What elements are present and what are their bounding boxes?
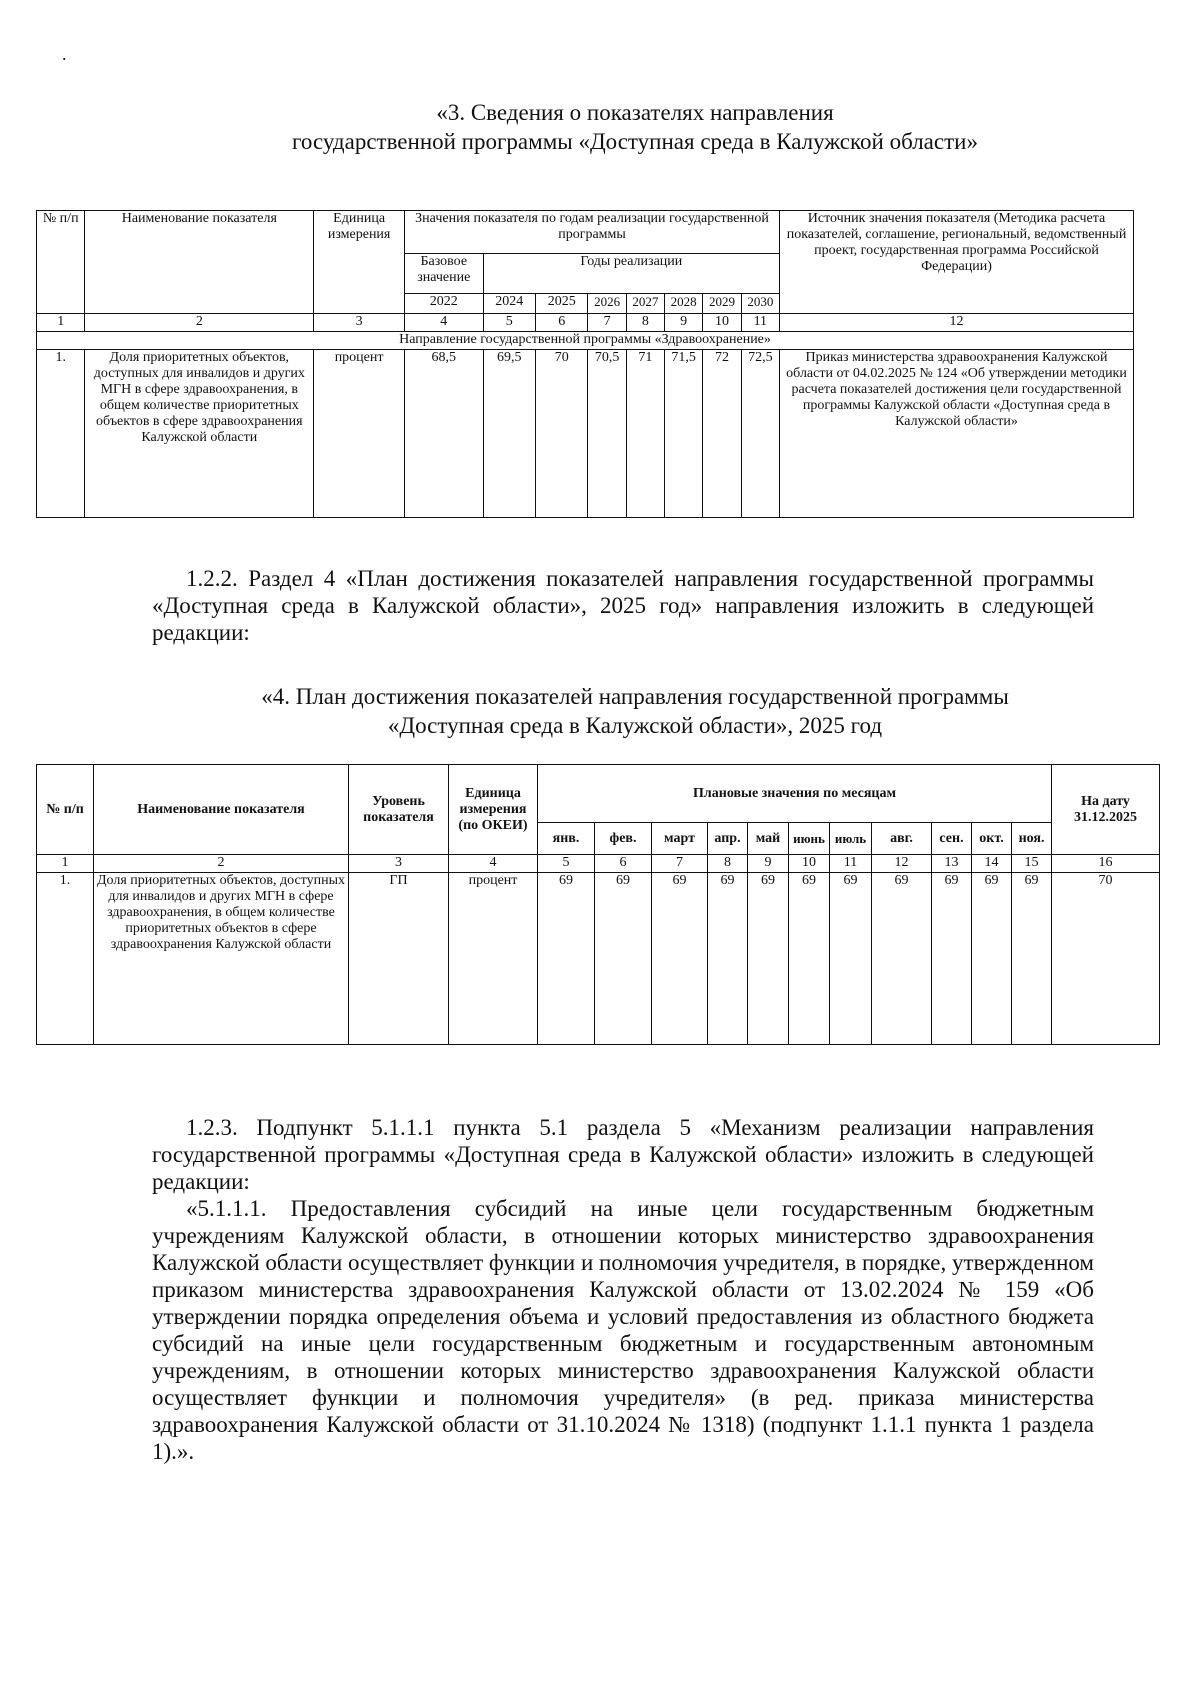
values-group-header: Значения показателя по годам реализации государственной программы [404, 211, 779, 254]
column-number: 9 [665, 314, 703, 332]
year-header: 2028 [665, 294, 703, 314]
base-value: 68,5 [404, 350, 483, 518]
col-name-header: Наименование показателя [94, 765, 349, 855]
paragraph-1-2-2: 1.2.2. Раздел 4 «План достижения показателей направления государственной программы «Доступная среда в Калужской области», 2025 год» направления изложить в следующей редакции: [152, 566, 1094, 645]
year-header: 2027 [626, 294, 664, 314]
month-header: март [652, 823, 708, 855]
year-header: 2026 [588, 294, 626, 314]
month-header: июнь [789, 823, 830, 855]
month-header: май [748, 823, 789, 855]
month-header: фев. [595, 823, 652, 855]
column-number: 7 [652, 855, 708, 873]
column-number: 10 [703, 314, 741, 332]
year-header: 2024 [483, 294, 535, 314]
col-num-header: № п/п [37, 765, 94, 855]
section4-heading: «4. План достижения показателей направления государственной программы «Доступная среда в Калужской области», 2025 год [261, 684, 1009, 738]
column-number: 2 [94, 855, 349, 873]
column-number: 1 [37, 855, 94, 873]
col-date-header: На дату 31.12.2025 [1052, 765, 1160, 855]
month-header: сен. [932, 823, 972, 855]
column-number: 3 [349, 855, 449, 873]
column-number: 11 [741, 314, 779, 332]
month-header: авг. [872, 823, 932, 855]
year-header: 2030 [741, 294, 779, 314]
column-number: 12 [872, 855, 932, 873]
col-unit-header: Единица измерения [314, 211, 405, 314]
month-value: 69 [872, 873, 932, 1045]
column-number: 8 [626, 314, 664, 332]
column-number: 9 [748, 855, 789, 873]
section3-table [36, 210, 1134, 518]
month-value: 69 [932, 873, 972, 1045]
column-number: 12 [780, 314, 1134, 332]
year-value: 70,5 [588, 350, 626, 518]
month-header: ноя. [1012, 823, 1052, 855]
column-number: 4 [449, 855, 538, 873]
indicator-unit: процент [314, 350, 405, 518]
col-name-header: Наименование показателя [85, 211, 314, 314]
month-value: 69 [972, 873, 1012, 1045]
section4-table [36, 764, 1160, 1045]
row-num: 1. [37, 350, 85, 518]
month-header: окт. [972, 823, 1012, 855]
month-header: апр. [708, 823, 748, 855]
scan-mark: . [62, 44, 67, 64]
column-number: 1 [37, 314, 85, 332]
month-value: 69 [748, 873, 789, 1045]
base-header: Базовое значение [404, 254, 483, 294]
column-number: 5 [538, 855, 595, 873]
column-number: 16 [1052, 855, 1160, 873]
col-unit-header: Единица измерения (по ОКЕИ) [449, 765, 538, 855]
column-number: 6 [536, 314, 588, 332]
month-value: 69 [830, 873, 872, 1045]
column-number: 13 [932, 855, 972, 873]
indicator-unit: процент [449, 873, 538, 1045]
col-source-header: Источник значения показателя (Методика расчета показателей, соглашение, региональный, ведомственный проект, государственная программа Российской Федерации) [780, 211, 1134, 314]
years-group-header: Годы реализации [483, 254, 779, 294]
year-value: 72,5 [741, 350, 779, 518]
section3-heading: «3. Сведения о показателях направления государственной программы «Доступная среда в Калужской области» [292, 100, 978, 154]
column-number: 8 [708, 855, 748, 873]
base-year: 2022 [404, 294, 483, 314]
year-value: 72 [703, 350, 741, 518]
month-value: 69 [538, 873, 595, 1045]
month-value: 69 [595, 873, 652, 1045]
column-number: 14 [972, 855, 1012, 873]
indicator-level: ГП [349, 873, 449, 1045]
year-value: 70 [536, 350, 588, 518]
month-value: 69 [708, 873, 748, 1045]
indicator-name: Доля приоритетных объектов, доступных для инвалидов и других МГН в сфере здравоохранения, в общем количестве приоритетных объектов в сфере здравоохранения Калужской области [85, 350, 314, 518]
year-header: 2025 [536, 294, 588, 314]
month-value: 69 [1012, 873, 1052, 1045]
month-value: 69 [652, 873, 708, 1045]
month-header: янв. [538, 823, 595, 855]
year-value: 71,5 [665, 350, 703, 518]
column-number: 11 [830, 855, 872, 873]
col-num-header: № п/п [37, 211, 85, 314]
row-num: 1. [37, 873, 94, 1045]
indicator-source: Приказ министерства здравоохранения Калужской области от 04.02.2025 № 124 «Об утверждении методики расчета показателей достижения цели государственной программы Калужской области «Доступная среда в Калужской области» [780, 350, 1134, 518]
month-value: 69 [789, 873, 830, 1045]
month-header: июль [830, 823, 872, 855]
direction-row: Направление государственной программы «Здравоохранение» [37, 332, 1134, 350]
paragraph-1-2-3: 1.2.3. Подпункт 5.1.1.1 пункта 5.1 раздела 5 «Механизм реализации направления государственной программы «Доступная среда в Калужской области» изложить в следующей редакции: «5.1.1.1. Предоставления субсидий на иные цели государственным бюджетным учреждениям Калужской области, в отношении которых министерство здравоохранения Калужской области осуществляет функции и полномочия учредителя, в порядке, утвержденном приказом министерства здравоохранения Калужской области от 13.02.2024 № 159 «Об утверждении порядка определения объема и условий предоставления из областного бюджета субсидий на иные цели государственным бюджетным и государственным автономным учреждениям, в отношении которых министерство здравоохранения Калужской области осуществляет функции и полномочия учредителя» (в ред. приказа министерства здравоохранения Калужской области от 31.10.2024 № 1318) (подпункт 1.1.1 пункта 1 раздела 1).». [152, 1115, 1094, 1464]
final-value: 70 [1052, 873, 1160, 1045]
column-number: 15 [1012, 855, 1052, 873]
col-level-header: Уровень показателя [349, 765, 449, 855]
column-number: 3 [314, 314, 405, 332]
column-number: 10 [789, 855, 830, 873]
column-number: 4 [404, 314, 483, 332]
indicator-name: Доля приоритетных объектов, доступных для инвалидов и других МГН в сфере здравоохранения, в общем количестве приоритетных объектов в сфере здравоохранения Калужской области [94, 873, 349, 1045]
year-value: 69,5 [483, 350, 535, 518]
column-number: 2 [85, 314, 314, 332]
months-group-header: Плановые значения по месяцам [538, 765, 1052, 823]
year-header: 2029 [703, 294, 741, 314]
column-number: 6 [595, 855, 652, 873]
year-value: 71 [626, 350, 664, 518]
column-number: 5 [483, 314, 535, 332]
column-number: 7 [588, 314, 626, 332]
